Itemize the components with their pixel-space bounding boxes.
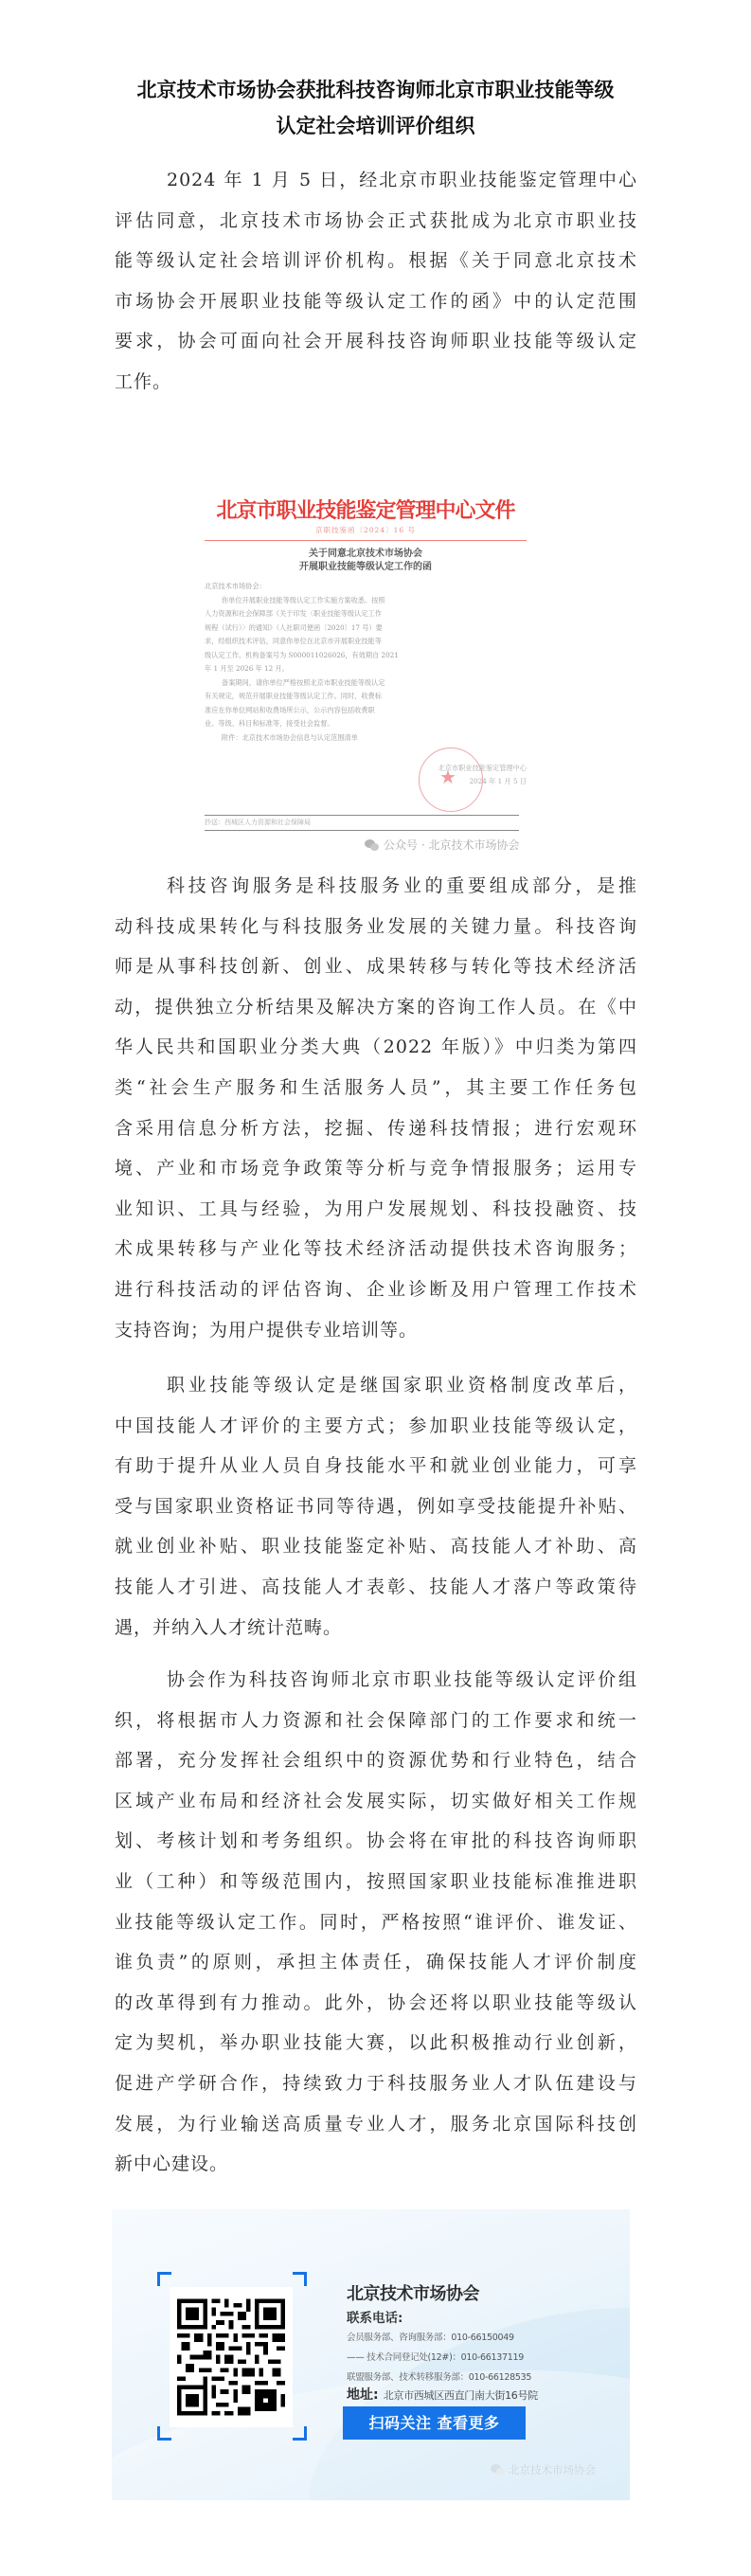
text-line: 谁负责”的原则，承担主体责任，确保技能人才评价制度 (115, 1952, 637, 1973)
doc-line: 有关规定，规范开展职业技能等级认定工作。同时，收费标 (205, 692, 382, 700)
text-line: 华人民共和国职业分类大典（2022 年版）》中归类为第四 (115, 1036, 637, 1058)
document-body (205, 580, 527, 745)
text-line: 中国技能人才评价的主要方式；参加职业技能等级认定， (115, 1414, 637, 1436)
document-signature (438, 762, 527, 788)
wechat-icon (365, 839, 380, 851)
text-line: 动科技成果转化与科技服务业发展的关键力量。科技咨询 (115, 915, 637, 937)
text-line: 师是从事科技创新、创业、成果转移与转化等技术经济活 (115, 956, 637, 978)
text-line: 促进产学研合作，持续致力于科技服务业人才队伍建设与 (115, 2072, 637, 2094)
address-label: 地址: (347, 2387, 379, 2403)
text-line: 协会作为科技咨询师北京市职业技能等级认定评价组 (167, 1669, 637, 1690)
wechat-watermark (491, 2462, 596, 2477)
text-line: 技能人才引进、高技能人才表彰、技能人才落户等政策待 (115, 1576, 637, 1597)
contact-line: —— 技术合同登记处(12#)：010-66137119 (347, 2352, 524, 2363)
text-line: 业技能等级认定工作。同时，严格按照“谁评价、谁发证、 (115, 1911, 637, 1933)
text-line: 动，提供独立分析结果及解决方案的咨询工作人员。在《中 (115, 996, 637, 1018)
doc-line: 规程（试行）〉的通知》（人社职司便函〔2020〕17 号）要 (205, 622, 383, 632)
text-line: 受与国家职业资格证书同等待遇，例如享受技能提升补贴、 (115, 1495, 637, 1517)
subject-line: 开展职业技能等级认定工作的函 (299, 562, 432, 572)
doc-line: 附件：北京技术市场协会信息与认定范围清单 (222, 732, 358, 742)
article-title-line-2: 认定社会培训评价组织 (276, 115, 475, 137)
document-subject (205, 548, 527, 574)
text-line: 术成果转移与产业化等技术经济活动提供技术咨询服务； (115, 1238, 637, 1260)
text-line: 职业技能等级认定是继国家职业资格制度改革后， (167, 1375, 637, 1396)
follow-us-card (112, 2209, 630, 2500)
address (347, 2385, 538, 2404)
text-line: 能等级认定社会培训评价机构。根据《关于同意北京技术 (115, 250, 637, 272)
doc-line: 求，经组织技术评估，同意你单位在北京市开展职业技能等 (205, 637, 382, 645)
text-line: 业（工种）和等级范围内，按照国家职业技能标准推进职 (115, 1870, 637, 1892)
salutation: 北京技术市场协会： (205, 582, 266, 590)
divider (205, 830, 519, 831)
organization-name: 北京技术市场协会 (347, 2284, 479, 2304)
document-cc: 抄送：西城区人力资源和社会保障局 (205, 819, 311, 826)
text-line: 市场协会开展职业技能等级认定工作的函》中的认定范围 (115, 290, 637, 312)
qr-code-frame (157, 2272, 307, 2441)
text-line: 境、产业和市场竞争政策等分析与竞争情报服务；运用专 (115, 1158, 637, 1180)
doc-line: 人力资源和社会保障部《关于印发〈职业技能等级认定工作 (205, 609, 382, 618)
text-line: 支持咨询；为用户提供专业培训等。 (115, 1319, 419, 1341)
doc-line: 你单位开展职业技能等级认定工作实施方案收悉。按照 (222, 595, 385, 604)
text-line: 部署，充分发挥社会组织中的资源优势和行业特色，结合 (115, 1750, 637, 1772)
seal-star-icon: ★ (439, 766, 456, 788)
paragraph-2 (115, 866, 637, 1350)
caption-text: 公众号 · 北京技术市场协会 (384, 838, 520, 852)
divider (205, 815, 519, 816)
text-line: 新中心建设。 (115, 2153, 229, 2175)
text-line: 区域产业布局和经济社会发展实际，切实做好相关工作规 (115, 1790, 637, 1811)
scan-follow-button[interactable]: 扫码关注 查看更多 (343, 2406, 526, 2440)
text-line: 科技咨询服务是科技服务业的重要组成部分，是推 (167, 875, 637, 896)
qr-code-icon[interactable] (170, 2287, 293, 2427)
text-line: 的改革得到有力推动。此外，协会还将以职业技能等级认 (115, 1991, 637, 2013)
contact-label: 联系电话: (347, 2311, 403, 2326)
text-line: 2024 年 1 月 5 日，经北京市职业技能鉴定管理中心 (167, 170, 637, 190)
doc-line: 备案期间，请你单位严格按照北京市职业技能等级认定 (222, 677, 385, 687)
text-line: 含采用信息分析方法，挖掘、传递科技情报；进行宏观环 (115, 1117, 637, 1139)
wechat-icon (491, 2464, 506, 2476)
frame-corner-icon (157, 2426, 171, 2441)
paragraph-1 (115, 160, 637, 403)
contact-line: 会员服务部、咨询服务部：010-66150049 (347, 2333, 514, 2343)
frame-corner-icon (157, 2272, 171, 2286)
contact-line: 联盟服务部、技术转移服务部：010-66128535 (347, 2372, 532, 2383)
text-line: 要求，协会可面向社会开展科技咨询师职业技能等级认定 (115, 331, 637, 352)
signature-org: 北京市职业技能鉴定管理中心 (438, 764, 527, 772)
text-line: 织，将根据市人力资源和社会保障部门的工作要求和统一 (115, 1709, 637, 1731)
signature-date: 2024 年 1 月 5 日 (469, 777, 527, 785)
paragraph-3 (115, 1365, 637, 1648)
document-header: 北京市职业技能鉴定管理中心文件 (216, 498, 515, 523)
text-line: 类“社会生产服务和生活服务人员”，其主要工作任务包 (115, 1076, 637, 1098)
red-divider (205, 540, 527, 541)
text-line: 定为契机，举办职业技能大赛，以此积极推动行业创新， (115, 2032, 637, 2054)
doc-line: 准应在你单位网站和收费场所公示，公示内容包括收费职 (205, 705, 375, 714)
image-caption (365, 837, 519, 853)
doc-line: 年 1 月至 2026 年 12 月。 (205, 664, 289, 673)
paragraph-4 (115, 1660, 637, 2185)
address-value: 北京市西城区西直门南大街16号院 (383, 2389, 538, 2402)
text-line: 遇，并纳入人才统计范畴。 (115, 1616, 343, 1638)
text-line: 就业创业补贴、职业技能鉴定补贴、高技能人才补助、高 (115, 1536, 637, 1558)
text-line: 有助于提升从业人员自身技能水平和就业创业能力，可享 (115, 1455, 637, 1477)
frame-corner-icon (293, 2426, 307, 2441)
frame-corner-icon (293, 2272, 307, 2286)
text-line: 业知识、工具与经验，为用户发展规划、科技投融资、技 (115, 1198, 637, 1219)
text-line: 划、考核计划和考务组织。协会将在审批的科技咨询师职 (115, 1830, 637, 1852)
text-line: 评估同意，北京技术市场协会正式获批成为北京市职业技 (115, 209, 637, 231)
text-line: 发展，为行业输送高质量专业人才，服务北京国际科技创 (115, 2113, 637, 2135)
doc-line: 级认定工作。机构备案号为 S000011026026，有效期自 2021 (205, 650, 399, 659)
watermark-text: 北京技术市场协会 (509, 2463, 596, 2477)
text-line: 进行科技活动的评估咨询、企业诊断及用户管理工作技术 (115, 1278, 637, 1300)
subject-line: 关于同意北京技术市场协会 (309, 549, 422, 559)
doc-line: 业、等级、科目和标准等，接受社会监督。 (205, 719, 334, 728)
article-title-line-1: 北京技术市场协会获批科技咨询师北京市职业技能等级 (136, 79, 615, 101)
official-document-image (186, 428, 568, 845)
text-line: 工作。 (115, 370, 172, 392)
document-number: 京职技鉴函〔2024〕16 号 (314, 526, 416, 534)
